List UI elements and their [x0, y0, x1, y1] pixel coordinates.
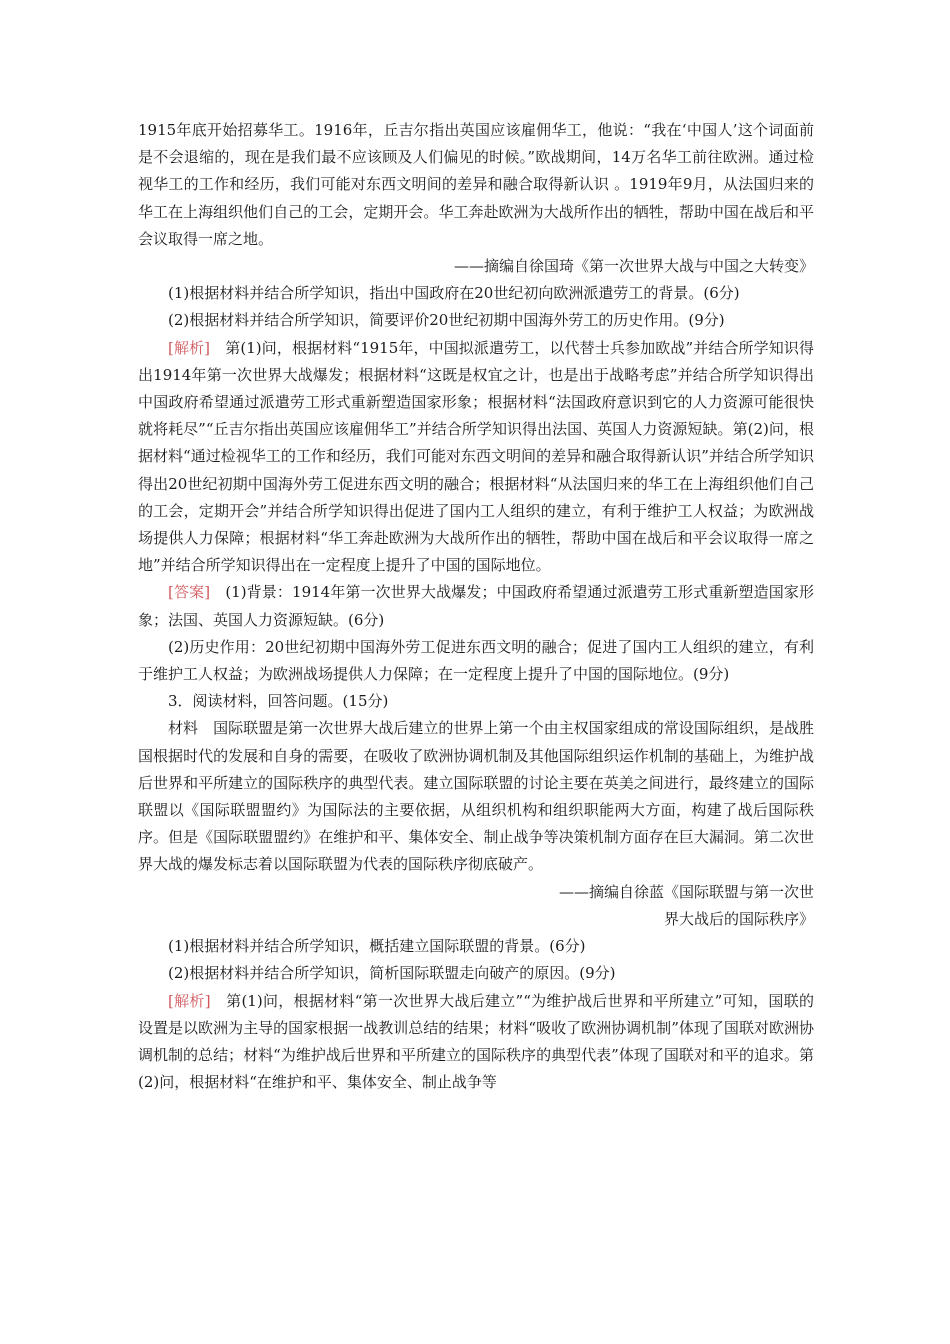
q3-analysis	[138, 988, 814, 1097]
q2-material-tail: 1915年底开始招募华工。1916年，丘吉尔指出英国应该雇佣华工，他说：“我在‘中国人’这个词面前是不会退缩的，现在是我们最不应该顾及人们偏见的时候。”欧战期间，14万名华工前往欧洲。通过检视华工的工作和经历，我们可能对东西文明间的差异和融合取得新认识 。1919年9月，从法国归来的华工在上海组织他们自己的工会，定期开会。华工奔赴欧洲为大战所作出的牺牲，帮助中国在战后和平会议取得一席之地。	[138, 121, 814, 248]
document-page	[138, 117, 814, 1096]
q3-material: 材料 国际联盟是第一次世界大战后建立的世界上第一个由主权国家组成的常设国际组织，是战胜国根据时代的发展和自身的需要，在吸收了欧洲协调机制及其他国际组织运作机制的基础上，为维护战后世界和平所建立的国际秩序的典型代表。建立国际联盟的讨论主要在英美之间进行，最终建立的国际联盟以《国际联盟盟约》为国际法的主要依据，从组织机构和组织职能两大方面，构建了战后国际秩序。但是《国际联盟盟约》在维护和平、集体安全、制止战争等决策机制方面存在巨大漏洞。第二次世界大战的爆发标志着以国际联盟为代表的国际秩序彻底破产。	[138, 719, 814, 874]
analysis-tag: [解析]	[168, 991, 211, 1010]
q2-question-2: (2)根据材料并结合所学知识，简要评价20世纪初期中国海外劳工的历史作用。(9分)	[168, 311, 725, 330]
q2-analysis	[138, 335, 814, 580]
q3-heading: 3．阅读材料，回答问题。(15分)	[168, 692, 389, 711]
q3-question-2: (2)根据材料并结合所学知识，简析国际联盟走向破产的原因。(9分)	[168, 964, 616, 983]
q3-question-1: (1)根据材料并结合所学知识，概括建立国际联盟的背景。(6分)	[168, 937, 586, 956]
q3-source-line-2: 界大战后的国际秩序》	[663, 909, 814, 928]
q2-question-1: (1)根据材料并结合所学知识，指出中国政府在20世纪初向欧洲派遣劳工的背景。(6分)	[168, 284, 740, 303]
analysis-tag: [解析]	[168, 338, 211, 357]
q2-answer-1	[138, 579, 814, 633]
q3-source-line-1: ——摘编自徐蓝《国际联盟与第一次世	[558, 882, 814, 901]
q2-answer-1-text: (1)背景：1914年第一次世界大战爆发；中国政府希望通过派遣劳工形式重新塑造国家形象；法国、英国人力资源短缺。(6分)	[138, 583, 814, 629]
q2-answer-2: (2)历史作用：20世纪初期中国海外劳工促进东西文明的融合；促进了国内工人组织的建立，有利于维护工人权益；为欧洲战场提供人力保障；在一定程度上提升了中国的国际地位。(9分)	[138, 637, 814, 684]
q2-source: ——摘编自徐国琦《第一次世界大战与中国之大转变》	[453, 257, 814, 276]
answer-tag: [答案]	[168, 583, 211, 602]
q2-analysis-text: 第(1)问，根据材料“1915年，中国拟派遣劳工，以代替士兵参加欧战”并结合所学知识得出1914年第一次世界大战爆发；根据材料“这既是权宜之计，也是出于战略考虑”并结合所学知识得出中国政府希望通过派遣劳工形式重新塑造国家形象；根据材料“法国政府意识到它的人力资源可能很快就将耗尽”“丘吉尔指出英国应该雇佣华工”并结合所学知识得出法国、英国人力资源短缺。第(2)问，根据材料“通过检视华工的工作和经历，我们可能对东西文明间的差异和融合取得新认识”并结合所学知识得出20世纪初期中国海外劳工促进东西文明的融合；根据材料“从法国归来的华工在上海组织他们自己的工会，定期开会”并结合所学知识得出促进了国内工人组织的建立，有利于维护工人权益；为欧洲战场提供人力保障；根据材料“华工奔赴欧洲为大战所作出的牺牲，帮助中国在战后和平会议取得一席之地”并结合所学知识得出在一定程度上提升了中国的国际地位。	[138, 338, 814, 575]
q3-analysis-text: 第(1)问，根据材料“第一次世界大战后建立”“为维护战后世界和平所建立”可知，国联的设置是以欧洲为主导的国家根据一战教训总结的结果；材料“吸收了欧洲协调机制”体现了国联对欧洲协调机制的总结；材料“为维护战后世界和平所建立的国际秩序的典型代表”体现了国联对和平的追求。第(2)问，根据材料“在维护和平、集体安全、制止战争等	[138, 991, 814, 1092]
